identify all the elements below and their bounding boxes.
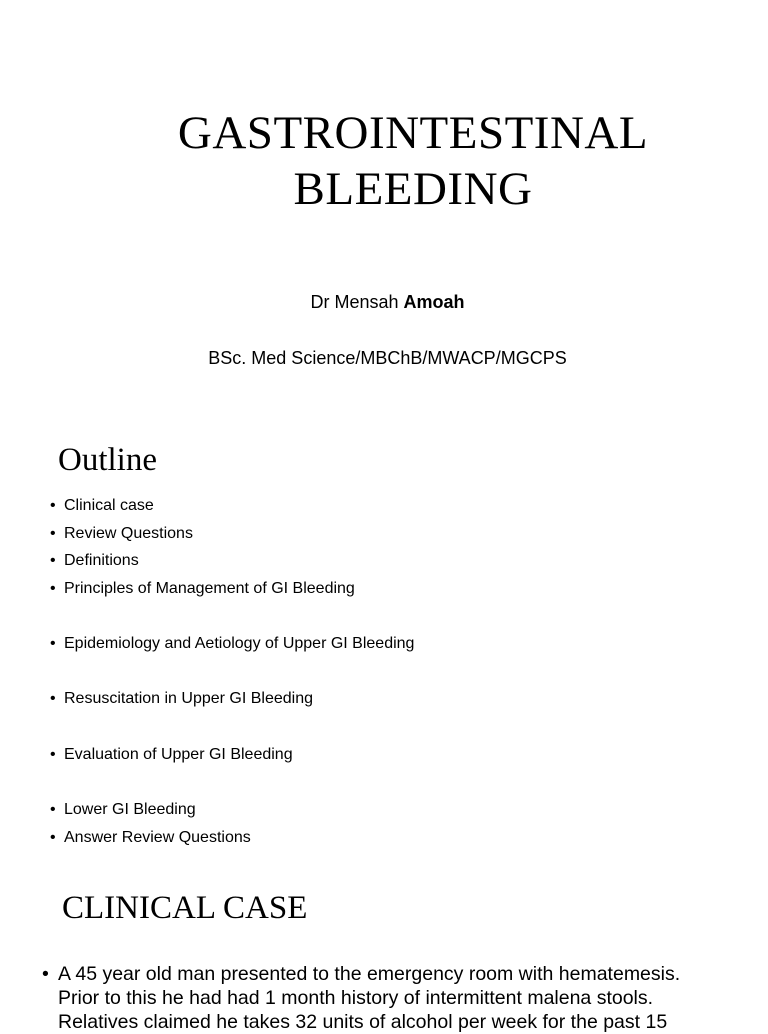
author-credentials: BSc. Med Science/MBChB/MWACP/MGCPS — [208, 348, 567, 368]
outline-item-text: Epidemiology and Aetiology of Upper GI Bleeding — [64, 635, 415, 652]
outline-item — [50, 551, 139, 571]
outline-item — [50, 496, 154, 516]
bullet-icon: • — [50, 635, 56, 652]
outline-item-text: Lower GI Bleeding — [64, 801, 196, 818]
outline-item-text: Definitions — [64, 552, 139, 569]
outline-item-text: Resuscitation in Upper GI Bleeding — [64, 690, 314, 707]
title-line-1: GASTROINTESTINAL — [177, 107, 649, 159]
outline-item — [50, 828, 251, 848]
outline-item — [50, 524, 193, 544]
outline-item-text: Answer Review Questions — [64, 829, 251, 846]
outline-item — [50, 689, 313, 709]
title-line-2: BLEEDING — [293, 163, 533, 215]
bullet-icon: • — [42, 963, 49, 985]
bullet-icon: • — [50, 580, 56, 597]
author-first-name: Dr Mensah — [310, 292, 399, 312]
outline-item-text: Review Questions — [64, 525, 193, 542]
presentation-title — [0, 105, 768, 217]
case-line: Relatives claimed he takes 32 units of alcohol per week for the past 15 — [58, 1011, 668, 1033]
bullet-icon: • — [50, 497, 56, 514]
outline-item-text: Clinical case — [64, 497, 154, 514]
outline-item — [50, 800, 196, 820]
bullet-icon: • — [50, 746, 56, 763]
case-line: A 45 year old man presented to the emergency room with hematemesis. — [58, 963, 681, 985]
clinical-case-paragraph — [42, 962, 762, 1034]
bullet-icon: • — [50, 525, 56, 542]
outline-item — [50, 579, 355, 599]
author-name — [0, 290, 768, 314]
outline-item-text: Principles of Management of GI Bleeding — [64, 580, 355, 597]
bullet-icon: • — [50, 552, 56, 569]
author-last-name: Amoah — [403, 292, 465, 312]
case-line: Prior to this he had had 1 month history of intermittent malena stools. — [58, 987, 654, 1009]
bullet-icon: • — [50, 801, 56, 818]
clinical-case-heading: CLINICAL CASE — [62, 890, 308, 926]
outline-item — [50, 634, 414, 654]
outline-heading: Outline — [58, 442, 157, 478]
bullet-icon: • — [50, 690, 56, 707]
bullet-icon: • — [50, 829, 56, 846]
outline-item-text: Evaluation of Upper GI Bleeding — [64, 746, 293, 763]
outline-item — [50, 745, 293, 765]
